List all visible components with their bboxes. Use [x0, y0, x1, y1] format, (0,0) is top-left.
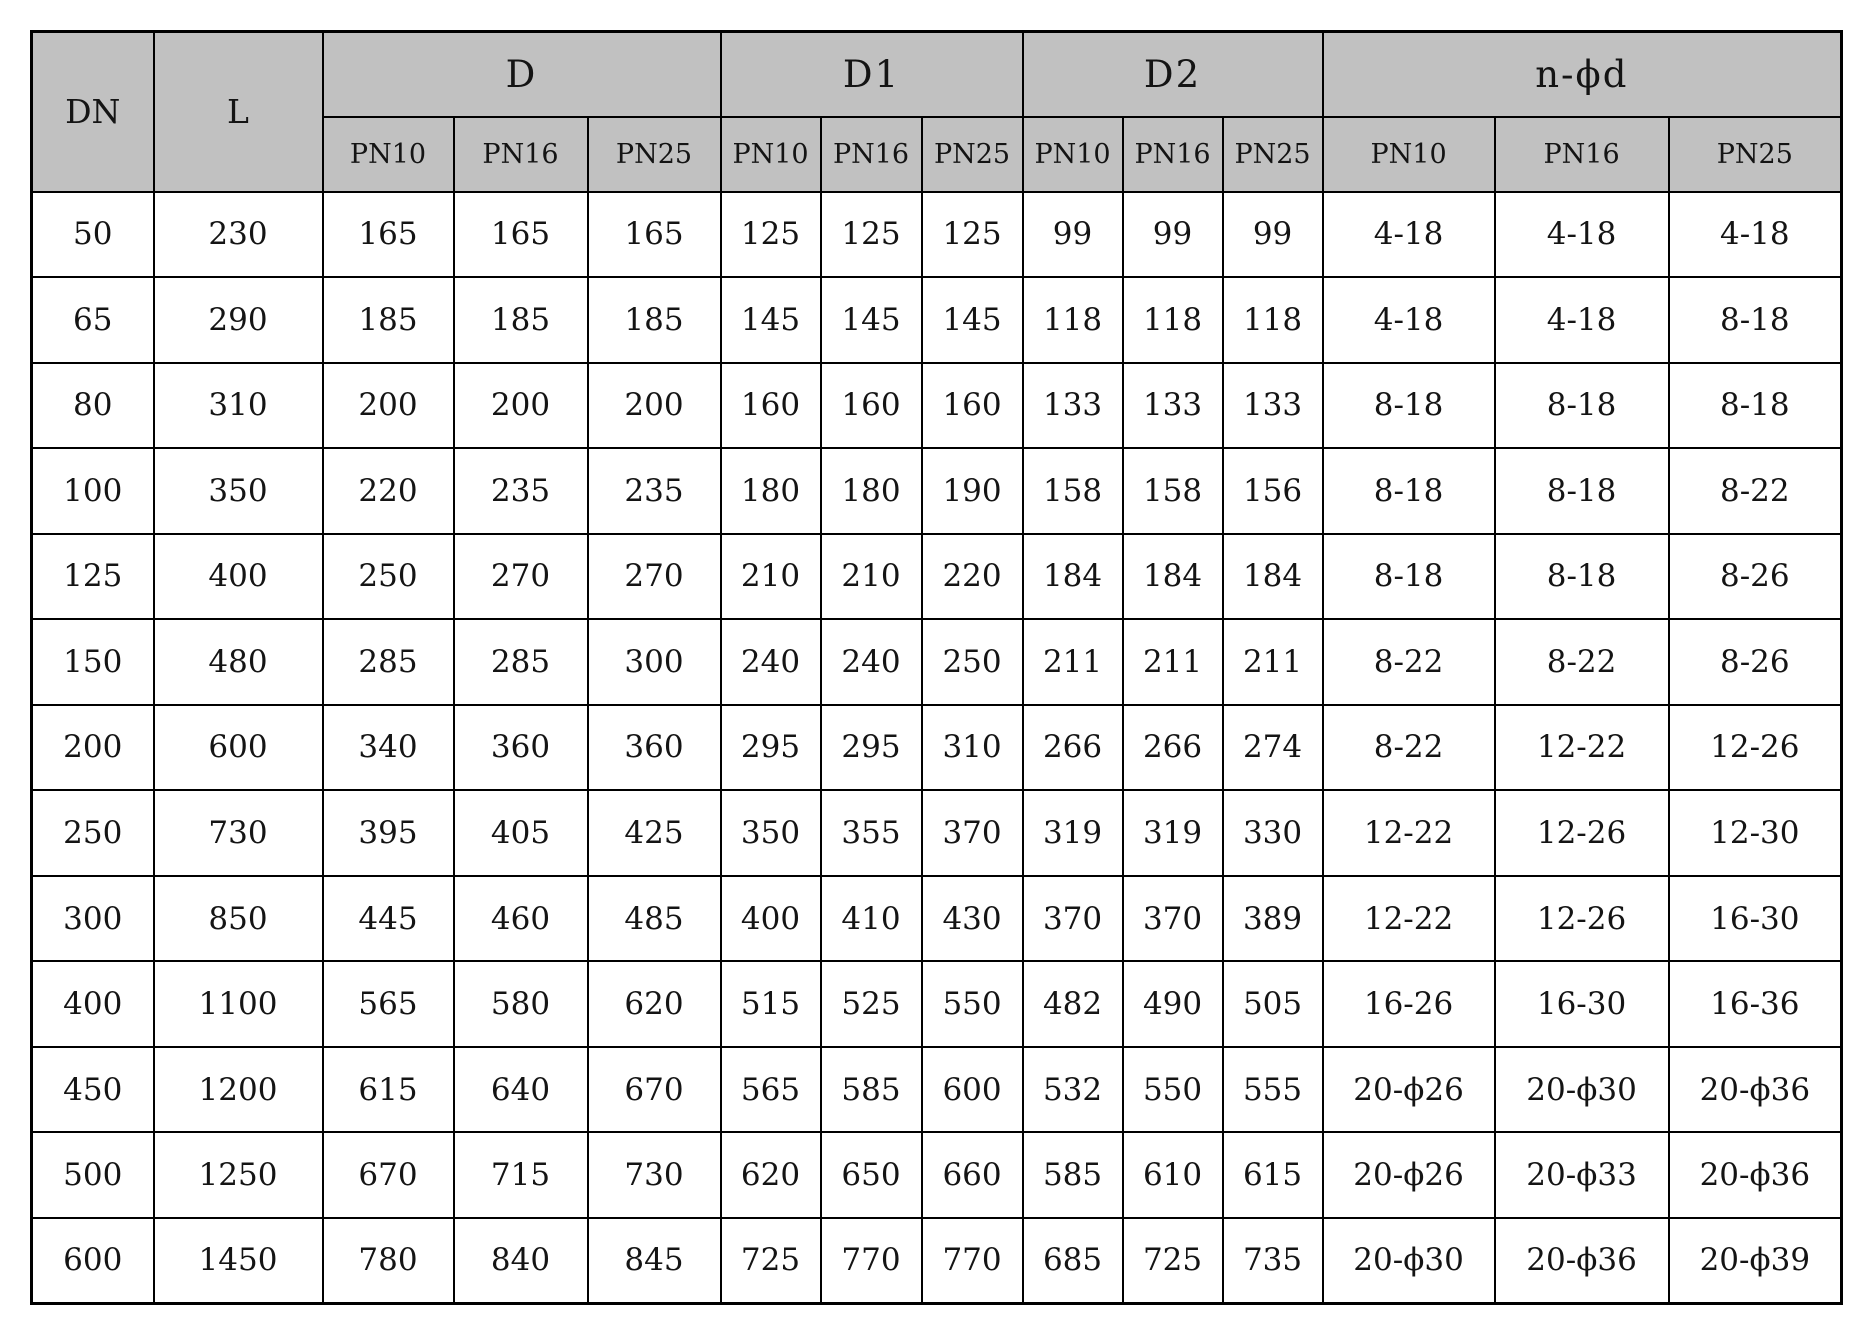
- cell-n-phi-d-pn16: 4-18: [1495, 192, 1669, 278]
- cell-d1-pn25: 600: [922, 1047, 1023, 1133]
- cell-d-pn10: 445: [323, 876, 454, 962]
- cell-d-pn10: 615: [323, 1047, 454, 1133]
- cell-d-pn25: 845: [588, 1218, 721, 1304]
- cell-d-pn25: 300: [588, 619, 721, 705]
- cell-d2-pn10: 211: [1023, 619, 1123, 705]
- table-row: [32, 1218, 1842, 1304]
- cell-dn: 150: [32, 619, 154, 705]
- cell-d-pn16: 360: [454, 705, 588, 791]
- header-n-phi-d-pn16: PN16: [1495, 117, 1669, 192]
- flange-dimension-table-container: [30, 30, 1843, 1305]
- cell-d-pn16: 185: [454, 277, 588, 363]
- cell-n-phi-d-pn25: 16-36: [1669, 961, 1842, 1047]
- cell-d1-pn25: 145: [922, 277, 1023, 363]
- cell-d1-pn16: 210: [821, 534, 922, 620]
- cell-d2-pn10: 99: [1023, 192, 1123, 278]
- cell-d1-pn10: 350: [721, 790, 821, 876]
- cell-d1-pn25: 190: [922, 448, 1023, 534]
- cell-n-phi-d-pn16: 8-18: [1495, 448, 1669, 534]
- cell-d-pn10: 670: [323, 1132, 454, 1218]
- cell-n-phi-d-pn16: 8-18: [1495, 363, 1669, 449]
- cell-d1-pn16: 145: [821, 277, 922, 363]
- header-d-pn25: PN25: [588, 117, 721, 192]
- cell-d1-pn10: 240: [721, 619, 821, 705]
- cell-n-phi-d-pn10: 4-18: [1323, 192, 1495, 278]
- cell-d1-pn10: 620: [721, 1132, 821, 1218]
- cell-n-phi-d-pn16: 12-26: [1495, 876, 1669, 962]
- header-d1-pn10: PN10: [721, 117, 821, 192]
- cell-d-pn16: 200: [454, 363, 588, 449]
- cell-d2-pn16: 211: [1123, 619, 1223, 705]
- cell-n-phi-d-pn25: 8-18: [1669, 277, 1842, 363]
- cell-d1-pn25: 370: [922, 790, 1023, 876]
- header-d1-pn25: PN25: [922, 117, 1023, 192]
- cell-d-pn10: 165: [323, 192, 454, 278]
- header-group-d2: D2: [1023, 32, 1323, 117]
- header-d1-pn16: PN16: [821, 117, 922, 192]
- cell-d2-pn16: 370: [1123, 876, 1223, 962]
- cell-n-phi-d-pn10: 8-18: [1323, 534, 1495, 620]
- cell-n-phi-d-pn16: 4-18: [1495, 277, 1669, 363]
- cell-d-pn25: 360: [588, 705, 721, 791]
- cell-n-phi-d-pn10: 4-18: [1323, 277, 1495, 363]
- cell-d1-pn16: 355: [821, 790, 922, 876]
- cell-d-pn16: 405: [454, 790, 588, 876]
- header-group-d1: D1: [721, 32, 1023, 117]
- cell-d-pn16: 165: [454, 192, 588, 278]
- cell-n-phi-d-pn25: 12-30: [1669, 790, 1842, 876]
- header-d-pn16: PN16: [454, 117, 588, 192]
- cell-d1-pn16: 240: [821, 619, 922, 705]
- cell-d2-pn25: 211: [1223, 619, 1323, 705]
- cell-l: 310: [154, 363, 323, 449]
- cell-d2-pn25: 118: [1223, 277, 1323, 363]
- cell-d-pn10: 565: [323, 961, 454, 1047]
- cell-d1-pn10: 210: [721, 534, 821, 620]
- cell-d2-pn25: 615: [1223, 1132, 1323, 1218]
- cell-d1-pn25: 550: [922, 961, 1023, 1047]
- cell-d1-pn25: 160: [922, 363, 1023, 449]
- cell-n-phi-d-pn25: 16-30: [1669, 876, 1842, 962]
- cell-d1-pn25: 660: [922, 1132, 1023, 1218]
- cell-d-pn16: 840: [454, 1218, 588, 1304]
- cell-d1-pn16: 295: [821, 705, 922, 791]
- cell-dn: 300: [32, 876, 154, 962]
- header-l: L: [154, 32, 323, 192]
- cell-n-phi-d-pn10: 12-22: [1323, 790, 1495, 876]
- cell-d2-pn10: 685: [1023, 1218, 1123, 1304]
- cell-d-pn16: 270: [454, 534, 588, 620]
- cell-d1-pn25: 770: [922, 1218, 1023, 1304]
- cell-d1-pn16: 585: [821, 1047, 922, 1133]
- cell-n-phi-d-pn16: 20-ϕ33: [1495, 1132, 1669, 1218]
- cell-n-phi-d-pn25: 8-22: [1669, 448, 1842, 534]
- cell-n-phi-d-pn25: 8-26: [1669, 619, 1842, 705]
- cell-n-phi-d-pn10: 8-22: [1323, 619, 1495, 705]
- cell-d2-pn25: 330: [1223, 790, 1323, 876]
- cell-d2-pn16: 133: [1123, 363, 1223, 449]
- cell-d1-pn25: 220: [922, 534, 1023, 620]
- cell-d2-pn25: 99: [1223, 192, 1323, 278]
- cell-d1-pn16: 770: [821, 1218, 922, 1304]
- header-group-row: [32, 32, 1842, 117]
- cell-n-phi-d-pn10: 12-22: [1323, 876, 1495, 962]
- cell-d-pn25: 165: [588, 192, 721, 278]
- cell-d2-pn10: 532: [1023, 1047, 1123, 1133]
- cell-d2-pn10: 266: [1023, 705, 1123, 791]
- header-d-pn10: PN10: [323, 117, 454, 192]
- cell-d2-pn16: 319: [1123, 790, 1223, 876]
- cell-dn: 250: [32, 790, 154, 876]
- cell-d-pn16: 580: [454, 961, 588, 1047]
- cell-d2-pn16: 610: [1123, 1132, 1223, 1218]
- cell-n-phi-d-pn10: 16-26: [1323, 961, 1495, 1047]
- cell-l: 1250: [154, 1132, 323, 1218]
- cell-d-pn10: 185: [323, 277, 454, 363]
- cell-d-pn25: 270: [588, 534, 721, 620]
- cell-n-phi-d-pn10: 20-ϕ26: [1323, 1047, 1495, 1133]
- cell-d-pn25: 730: [588, 1132, 721, 1218]
- table-row: [32, 1132, 1842, 1218]
- table-row: [32, 192, 1842, 278]
- header-n-phi-d-pn10: PN10: [1323, 117, 1495, 192]
- header-d2-pn25: PN25: [1223, 117, 1323, 192]
- cell-n-phi-d-pn16: 12-22: [1495, 705, 1669, 791]
- cell-d2-pn16: 184: [1123, 534, 1223, 620]
- cell-dn: 500: [32, 1132, 154, 1218]
- cell-d2-pn16: 158: [1123, 448, 1223, 534]
- cell-d-pn10: 780: [323, 1218, 454, 1304]
- cell-dn: 100: [32, 448, 154, 534]
- cell-d2-pn16: 266: [1123, 705, 1223, 791]
- cell-n-phi-d-pn10: 8-22: [1323, 705, 1495, 791]
- table-row: [32, 448, 1842, 534]
- cell-dn: 65: [32, 277, 154, 363]
- cell-d-pn25: 670: [588, 1047, 721, 1133]
- cell-d1-pn25: 250: [922, 619, 1023, 705]
- cell-l: 400: [154, 534, 323, 620]
- cell-n-phi-d-pn16: 20-ϕ30: [1495, 1047, 1669, 1133]
- cell-d2-pn10: 118: [1023, 277, 1123, 363]
- cell-n-phi-d-pn25: 12-26: [1669, 705, 1842, 791]
- cell-l: 730: [154, 790, 323, 876]
- cell-dn: 125: [32, 534, 154, 620]
- cell-d1-pn25: 310: [922, 705, 1023, 791]
- cell-d-pn10: 340: [323, 705, 454, 791]
- cell-l: 290: [154, 277, 323, 363]
- cell-l: 1450: [154, 1218, 323, 1304]
- cell-d2-pn25: 184: [1223, 534, 1323, 620]
- table-row: [32, 363, 1842, 449]
- cell-n-phi-d-pn10: 8-18: [1323, 363, 1495, 449]
- header-group-n-phi-d: n-ϕd: [1323, 32, 1842, 117]
- cell-d2-pn10: 585: [1023, 1132, 1123, 1218]
- cell-d-pn25: 235: [588, 448, 721, 534]
- cell-d2-pn10: 184: [1023, 534, 1123, 620]
- table-row: [32, 790, 1842, 876]
- cell-d1-pn10: 125: [721, 192, 821, 278]
- cell-d2-pn16: 99: [1123, 192, 1223, 278]
- cell-n-phi-d-pn10: 20-ϕ26: [1323, 1132, 1495, 1218]
- cell-d1-pn16: 125: [821, 192, 922, 278]
- cell-d2-pn16: 550: [1123, 1047, 1223, 1133]
- cell-n-phi-d-pn16: 12-26: [1495, 790, 1669, 876]
- cell-d1-pn25: 430: [922, 876, 1023, 962]
- cell-d1-pn10: 160: [721, 363, 821, 449]
- header-dn: DN: [32, 32, 154, 192]
- cell-dn: 600: [32, 1218, 154, 1304]
- cell-n-phi-d-pn25: 20-ϕ36: [1669, 1047, 1842, 1133]
- cell-d-pn16: 460: [454, 876, 588, 962]
- cell-n-phi-d-pn25: 8-26: [1669, 534, 1842, 620]
- cell-d2-pn25: 133: [1223, 363, 1323, 449]
- cell-dn: 80: [32, 363, 154, 449]
- flange-dimension-table: [30, 30, 1843, 1305]
- cell-dn: 450: [32, 1047, 154, 1133]
- cell-d-pn25: 200: [588, 363, 721, 449]
- cell-d-pn10: 395: [323, 790, 454, 876]
- cell-d-pn10: 200: [323, 363, 454, 449]
- cell-dn: 50: [32, 192, 154, 278]
- cell-dn: 400: [32, 961, 154, 1047]
- cell-d-pn25: 185: [588, 277, 721, 363]
- cell-d2-pn10: 319: [1023, 790, 1123, 876]
- cell-d2-pn10: 133: [1023, 363, 1123, 449]
- cell-d2-pn25: 389: [1223, 876, 1323, 962]
- cell-d-pn10: 285: [323, 619, 454, 705]
- cell-l: 480: [154, 619, 323, 705]
- cell-d1-pn10: 180: [721, 448, 821, 534]
- cell-d1-pn16: 160: [821, 363, 922, 449]
- cell-d1-pn16: 180: [821, 448, 922, 534]
- cell-n-phi-d-pn16: 8-22: [1495, 619, 1669, 705]
- cell-d1-pn16: 410: [821, 876, 922, 962]
- header-d2-pn10: PN10: [1023, 117, 1123, 192]
- cell-d2-pn25: 555: [1223, 1047, 1323, 1133]
- cell-l: 230: [154, 192, 323, 278]
- header-n-phi-d-pn25: PN25: [1669, 117, 1842, 192]
- cell-d2-pn25: 156: [1223, 448, 1323, 534]
- cell-d2-pn10: 482: [1023, 961, 1123, 1047]
- cell-n-phi-d-pn25: 4-18: [1669, 192, 1842, 278]
- cell-d-pn10: 250: [323, 534, 454, 620]
- cell-l: 600: [154, 705, 323, 791]
- cell-n-phi-d-pn10: 8-18: [1323, 448, 1495, 534]
- cell-d2-pn16: 490: [1123, 961, 1223, 1047]
- header-group-d: D: [323, 32, 721, 117]
- cell-d-pn16: 715: [454, 1132, 588, 1218]
- table-row: [32, 277, 1842, 363]
- cell-d-pn25: 425: [588, 790, 721, 876]
- cell-l: 850: [154, 876, 323, 962]
- cell-d2-pn10: 370: [1023, 876, 1123, 962]
- cell-n-phi-d-pn25: 20-ϕ36: [1669, 1132, 1842, 1218]
- cell-d-pn10: 220: [323, 448, 454, 534]
- cell-d2-pn25: 505: [1223, 961, 1323, 1047]
- cell-n-phi-d-pn16: 8-18: [1495, 534, 1669, 620]
- table-row: [32, 1047, 1842, 1133]
- cell-d1-pn16: 650: [821, 1132, 922, 1218]
- cell-d1-pn10: 400: [721, 876, 821, 962]
- cell-d-pn16: 235: [454, 448, 588, 534]
- cell-d-pn16: 285: [454, 619, 588, 705]
- cell-dn: 200: [32, 705, 154, 791]
- table-row: [32, 961, 1842, 1047]
- cell-d1-pn25: 125: [922, 192, 1023, 278]
- cell-l: 1100: [154, 961, 323, 1047]
- cell-d-pn16: 640: [454, 1047, 588, 1133]
- cell-d1-pn10: 565: [721, 1047, 821, 1133]
- cell-d1-pn10: 295: [721, 705, 821, 791]
- table-header: [32, 32, 1842, 192]
- cell-d2-pn25: 274: [1223, 705, 1323, 791]
- table-row: [32, 705, 1842, 791]
- table-row: [32, 876, 1842, 962]
- cell-d1-pn16: 525: [821, 961, 922, 1047]
- cell-d-pn25: 620: [588, 961, 721, 1047]
- cell-n-phi-d-pn25: 8-18: [1669, 363, 1842, 449]
- table-row: [32, 619, 1842, 705]
- cell-d2-pn16: 118: [1123, 277, 1223, 363]
- cell-n-phi-d-pn16: 16-30: [1495, 961, 1669, 1047]
- cell-d-pn25: 485: [588, 876, 721, 962]
- table-row: [32, 534, 1842, 620]
- cell-d1-pn10: 515: [721, 961, 821, 1047]
- cell-d1-pn10: 725: [721, 1218, 821, 1304]
- cell-d1-pn10: 145: [721, 277, 821, 363]
- cell-n-phi-d-pn25: 20-ϕ39: [1669, 1218, 1842, 1304]
- header-d2-pn16: PN16: [1123, 117, 1223, 192]
- cell-l: 1200: [154, 1047, 323, 1133]
- cell-l: 350: [154, 448, 323, 534]
- table-body: [32, 192, 1842, 1304]
- cell-d2-pn16: 725: [1123, 1218, 1223, 1304]
- cell-d2-pn25: 735: [1223, 1218, 1323, 1304]
- cell-d2-pn10: 158: [1023, 448, 1123, 534]
- cell-n-phi-d-pn16: 20-ϕ36: [1495, 1218, 1669, 1304]
- cell-n-phi-d-pn10: 20-ϕ30: [1323, 1218, 1495, 1304]
